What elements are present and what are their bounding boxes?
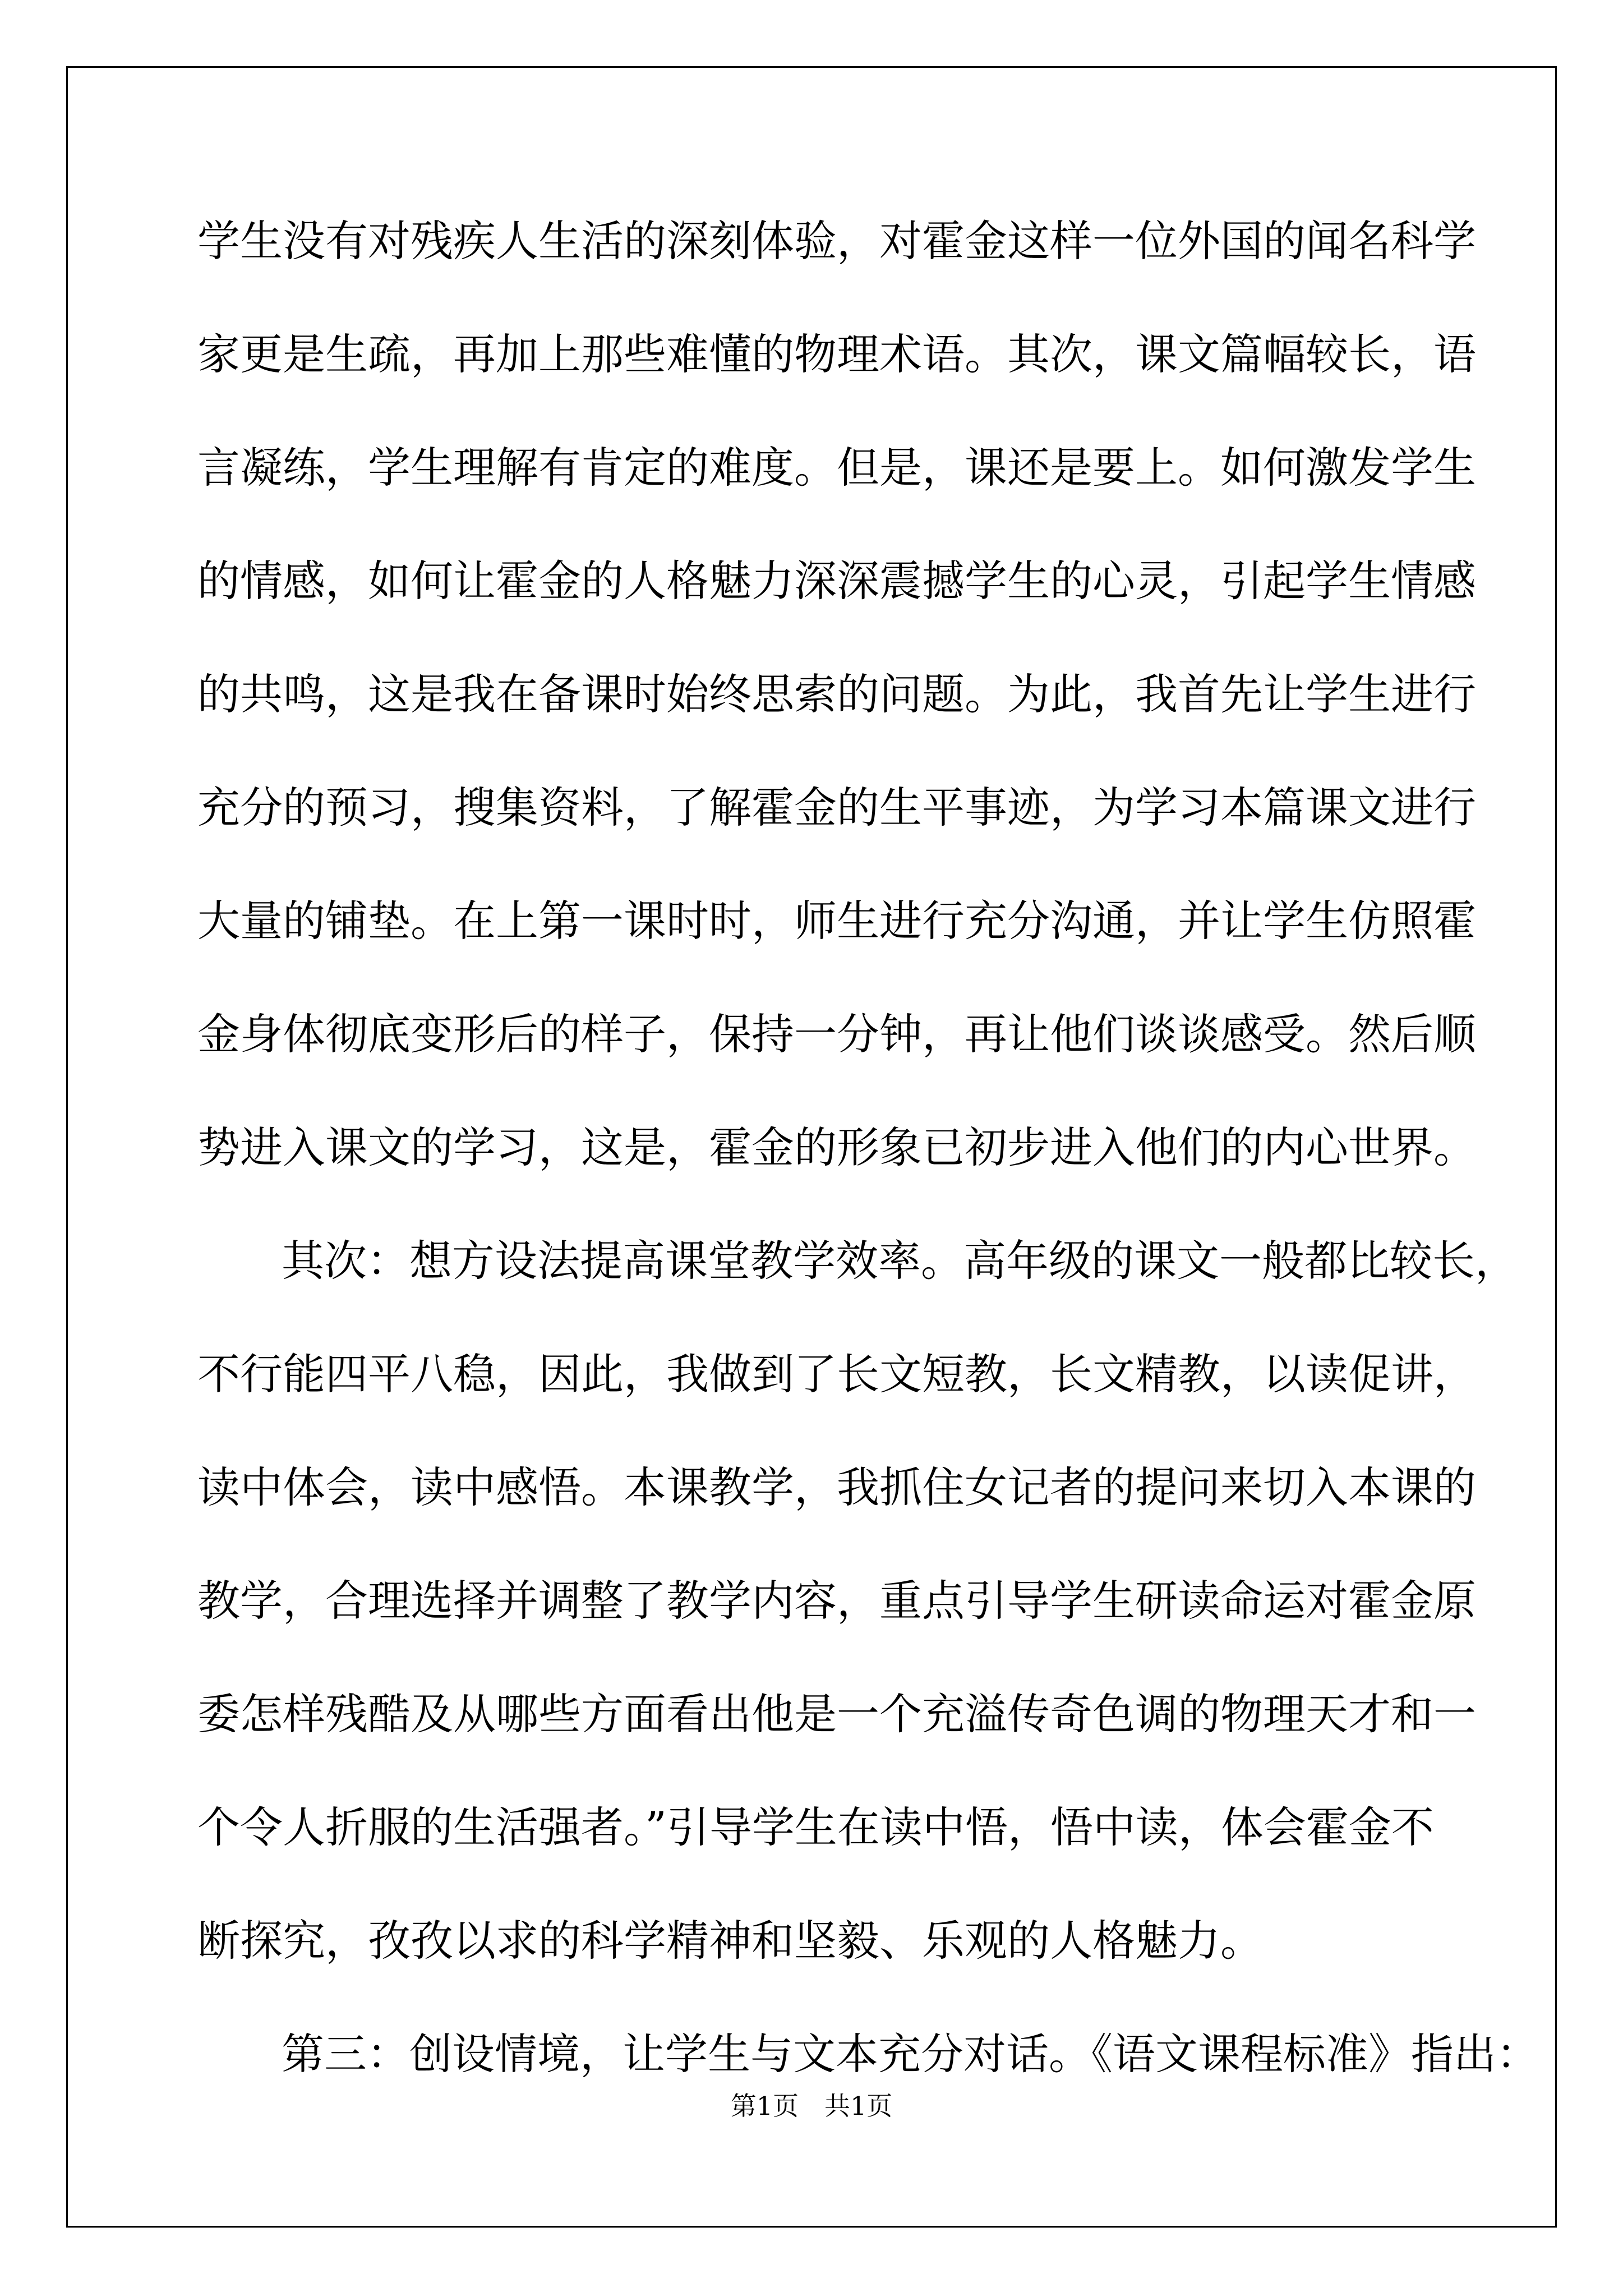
text-line: 学生没有对残疾人生活的深刻体验，对霍金这样一位外国的闻名科学: [197, 216, 1476, 266]
paragraph-start-line: 其次：想方设法提高课堂教学效率。高年级的课文一般都比较长，: [282, 1236, 1518, 1286]
text-line: 金身体彻底变形后的样子，保持一分钟，再让他们谈谈感受。然后顺: [197, 1009, 1476, 1059]
paragraph-start-line: 第三：创设情境，让学生与文本充分对话。《语文课程标准》指出：: [282, 2029, 1539, 2079]
text-line: 的情感，如何让霍金的人格魅力深深震撼学生的心灵，引起学生情感: [197, 556, 1476, 606]
text-line: 言凝练，学生理解有肯定的难度。但是，课还是要上。如何激发学生: [197, 443, 1476, 493]
text-line: 的共鸣，这是我在备课时始终思索的问题。为此，我首先让学生进行: [197, 669, 1476, 719]
document-body: [197, 208, 1539, 2134]
text-line: 不行能四平八稳，因此，我做到了长文短教，长文精教，以读促讲，: [197, 1349, 1476, 1399]
text-line: 势进入课文的学习，这是，霍金的形象已初步进入他们的内心世界。: [197, 1122, 1476, 1172]
text-line: 个令人折服的生活强者。”引导学生在读中悟，悟中读，体会霍金不: [197, 1802, 1434, 1852]
text-line: 充分的预习，搜集资料，了解霍金的生平事迹，为学习本篇课文进行: [197, 783, 1476, 832]
text-line: 大量的铺垫。在上第一课时时，师生进行充分沟通，并让学生仿照霍: [197, 896, 1476, 946]
text-line: 家更是生疏，再加上那些难懂的物理术语。其次，课文篇幅较长，语: [197, 329, 1476, 379]
text-line: 教学，合理选择并调整了教学内容，重点引导学生研读命运对霍金原: [197, 1576, 1476, 1626]
text-line: 读中体会，读中感悟。本课教学，我抓住女记者的提问来切入本课的: [197, 1462, 1476, 1512]
text-line: 断探究，孜孜以求的科学精神和坚毅、乐观的人格魅力。: [197, 1916, 1263, 1966]
text-line: 委怎样残酷及从哪些方面看出他是一个充溢传奇色调的物理天才和一: [197, 1689, 1476, 1739]
page-number-footer: 第1页 共1页: [730, 2091, 893, 2121]
